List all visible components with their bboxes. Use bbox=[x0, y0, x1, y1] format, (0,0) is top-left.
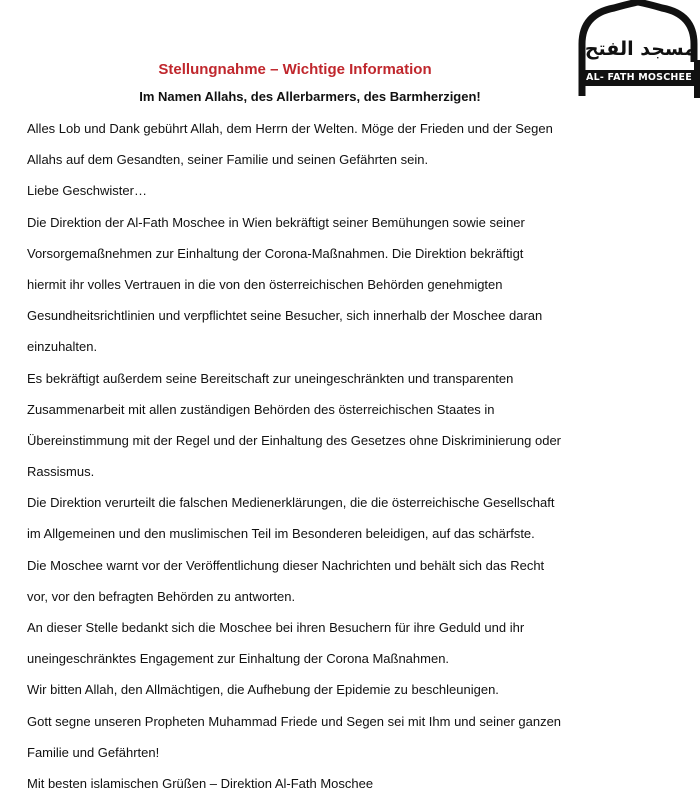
mosque-logo bbox=[576, 0, 700, 98]
body-line: Wir bitten Allah, den Allmächtigen, die Aufhebung der Epidemie zu beschleunigen. bbox=[27, 682, 499, 698]
body-line: Die Moschee warnt vor der Veröffentlichung dieser Nachrichten und behält sich das Recht bbox=[27, 557, 545, 573]
body-line: uneingeschränktes Engagement zur Einhaltung der Corona Maßnahmen. bbox=[27, 651, 450, 667]
body-line: Vorsorgemaßnehmen zur Einhaltung der Corona-Maßnahmen. Die Direktion bekräftigt bbox=[27, 245, 524, 261]
document-title: Stellungnahme – Wichtige Information bbox=[158, 61, 432, 78]
document-body bbox=[27, 118, 687, 804]
logo-arabic-name: مسجد الفتح bbox=[584, 38, 696, 60]
body-line: Übereinstimmung mit der Regel und der Einhaltung des Gesetzes ohne Diskriminierung oder bbox=[27, 432, 561, 448]
body-line: hiermit ihr volles Vertrauen in die von den österreichischen Behörden genehmigten bbox=[27, 276, 503, 292]
body-line: im Allgemeinen und den muslimischen Teil im Besonderen beleidigen, auf das schärfste. bbox=[27, 526, 535, 542]
document-basmala: Im Namen Allahs, des Allerbarmers, des Barmherzigen! bbox=[139, 89, 481, 104]
body-line: An dieser Stelle bedankt sich die Moschee bei ihren Besuchern für ihre Geduld und ihr bbox=[27, 620, 525, 635]
body-line: Gott segne unseren Propheten Muhammad Friede und Segen sei mit Ihm und seiner ganzen bbox=[27, 713, 562, 729]
body-line: Die Direktion verurteilt die falschen Medienerklärungen, die die österreichische Gesellschaft bbox=[27, 495, 555, 511]
body-line: Gesundheitsrichtlinien und verpflichtet seine Besucher, sich innerhalb der Moschee daran bbox=[27, 308, 543, 324]
body-line: einzuhalten. bbox=[27, 339, 98, 355]
body-line: Liebe Geschwister… bbox=[27, 183, 147, 199]
body-line: Alles Lob und Dank gebührt Allah, dem Herrn der Welten. Möge der Frieden und der Segen bbox=[27, 121, 553, 136]
body-line: Die Direktion der Al-Fath Moschee in Wien bekräftigt seiner Bemühungen sowie seiner bbox=[27, 214, 525, 230]
body-line: Familie und Gefährten! bbox=[27, 744, 160, 760]
logo-latin-name: AL- FATH MOSCHEE bbox=[580, 70, 698, 86]
body-line: Rassismus. bbox=[27, 464, 95, 480]
body-line: Allahs auf dem Gesandten, seiner Familie und seinen Gefährten sein. bbox=[27, 152, 429, 168]
body-line: Es bekräftigt außerdem seine Bereitschaft zur uneingeschränkten und transparenten bbox=[27, 370, 514, 386]
body-line: Mit besten islamischen Grüßen – Direktion Al-Fath Moschee bbox=[27, 775, 374, 791]
body-line: Zusammenarbeit mit allen zuständigen Behörden des österreichischen Staates in bbox=[27, 401, 495, 417]
body-line: vor, vor den befragten Behörden zu antworten. bbox=[27, 588, 296, 604]
